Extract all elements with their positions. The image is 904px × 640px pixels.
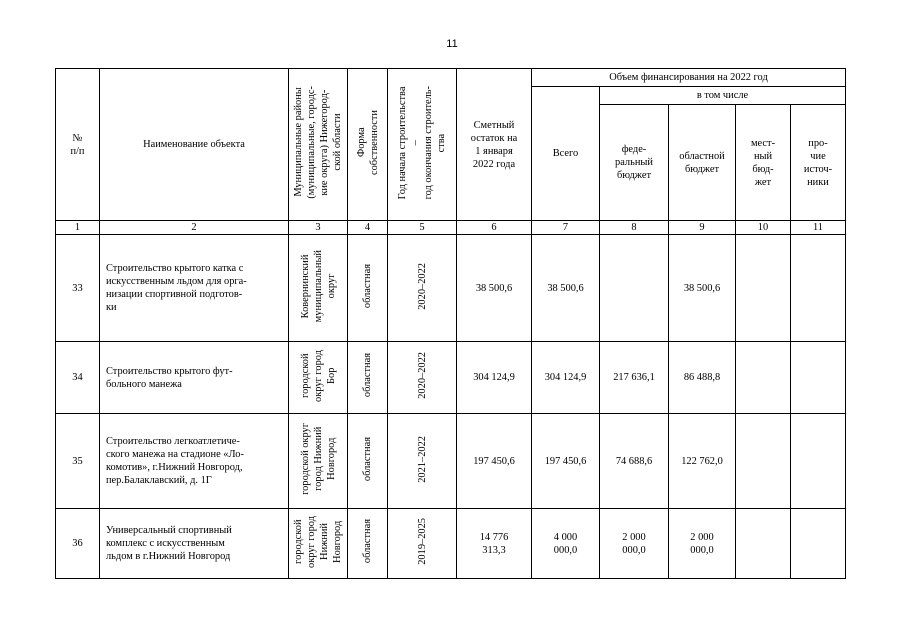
column-number: 6 — [457, 221, 532, 235]
row-number: 36 — [56, 509, 100, 579]
district: городской округ город Бор — [289, 342, 348, 414]
balance: 197 450,6 — [457, 414, 532, 509]
header-balance: Сметный остаток на 1 января 2022 года — [457, 69, 532, 221]
header-including: в том числе — [600, 87, 846, 105]
row-number: 35 — [56, 414, 100, 509]
row-number: 33 — [56, 235, 100, 342]
column-number: 8 — [600, 221, 669, 235]
column-number: 7 — [532, 221, 600, 235]
header-financing-group: Объем финансирования на 2022 год — [532, 69, 846, 87]
ownership: областная — [348, 414, 388, 509]
other — [791, 414, 846, 509]
local — [736, 235, 791, 342]
column-number: 2 — [100, 221, 289, 235]
local — [736, 342, 791, 414]
regional: 38 500,6 — [669, 235, 736, 342]
table-row — [56, 342, 846, 414]
total: 304 124,9 — [532, 342, 600, 414]
object-name: Универсальный спортивный комплекс с искусственным льдом в г.Нижний Новгород — [100, 509, 289, 579]
district: городской округ город Нижний Новгород — [289, 414, 348, 509]
federal: 2 000 000,0 — [600, 509, 669, 579]
other — [791, 509, 846, 579]
header-federal: феде- ральный бюджет — [600, 105, 669, 221]
years: 2020–2022 — [388, 342, 457, 414]
total: 197 450,6 — [532, 414, 600, 509]
column-number: 1 — [56, 221, 100, 235]
table-row — [56, 235, 846, 342]
total: 38 500,6 — [532, 235, 600, 342]
header-district: Муниципальные районы (муниципальные, городс- кие округа) Нижегород- ской области — [289, 69, 348, 221]
regional: 122 762,0 — [669, 414, 736, 509]
total: 4 000 000,0 — [532, 509, 600, 579]
federal: 74 688,6 — [600, 414, 669, 509]
header-total: Всего — [532, 87, 600, 221]
financing-table — [55, 68, 846, 579]
object-name: Строительство легкоатлетиче- ского манежа на стадионе «Ло- комотив», г.Нижний Новгород, пер.Балаклавский, д. 1Г — [100, 414, 289, 509]
ownership: областная — [348, 509, 388, 579]
object-name: Строительство крытого катка с искусственным льдом для орга- низации спортивной подготов- ки — [100, 235, 289, 342]
local — [736, 414, 791, 509]
district: Ковернинский муниципальный округ — [289, 235, 348, 342]
federal: 217 636,1 — [600, 342, 669, 414]
column-number: 11 — [791, 221, 846, 235]
header-other: про- чие источ- ники — [791, 105, 846, 221]
other — [791, 342, 846, 414]
object-name: Строительство крытого фут- больного манежа — [100, 342, 289, 414]
years: 2021–2022 — [388, 414, 457, 509]
ownership: областная — [348, 235, 388, 342]
column-number: 10 — [736, 221, 791, 235]
table-row — [56, 509, 846, 579]
column-number: 5 — [388, 221, 457, 235]
column-numbers-row — [56, 221, 846, 235]
balance: 38 500,6 — [457, 235, 532, 342]
header-ownership: Форма собственности — [348, 69, 388, 221]
row-number: 34 — [56, 342, 100, 414]
table-row — [56, 414, 846, 509]
years: 2019–2025 — [388, 509, 457, 579]
header-number: № п/п — [56, 69, 100, 221]
column-number: 3 — [289, 221, 348, 235]
years: 2020–2022 — [388, 235, 457, 342]
page-number: 11 — [446, 38, 458, 50]
other — [791, 235, 846, 342]
federal — [600, 235, 669, 342]
column-number: 9 — [669, 221, 736, 235]
district: городской округ город Нижний Новгород — [289, 509, 348, 579]
header-regional: областной бюджет — [669, 105, 736, 221]
header-local: мест- ный бюд- жет — [736, 105, 791, 221]
balance: 14 776 313,3 — [457, 509, 532, 579]
regional: 2 000 000,0 — [669, 509, 736, 579]
local — [736, 509, 791, 579]
ownership: областная — [348, 342, 388, 414]
header-years: Год начала строительства – год окончания строитель- ства — [388, 69, 457, 221]
balance: 304 124,9 — [457, 342, 532, 414]
header-object-name: Наименование объекта — [100, 69, 289, 221]
column-number: 4 — [348, 221, 388, 235]
regional: 86 488,8 — [669, 342, 736, 414]
